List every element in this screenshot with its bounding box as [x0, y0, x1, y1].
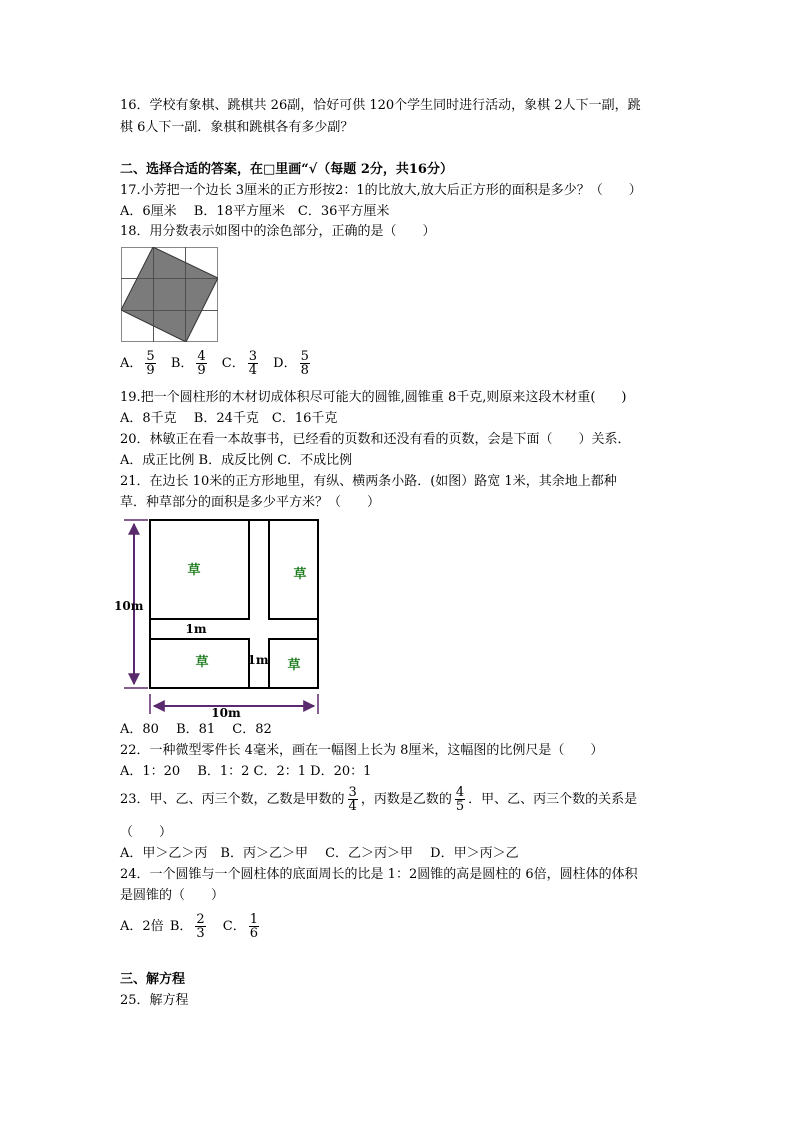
q18-option-c: C． $\frac{3}{4}$: [221, 349, 258, 378]
grass-label-2: 草: [293, 567, 307, 582]
q18-options: [120, 350, 313, 377]
q16-line1: 16．学校有象棋、跳棋共 26副，恰好可供 120个学生同时进行活动，象棋 2人下一副，跳: [120, 98, 641, 113]
path-width-label-vertical: 1m: [247, 653, 269, 667]
q21-line1: 21．在边长 10米的正方形地里，有纵、横两条小路．(如图）路宽 1米，其余地上都种: [120, 474, 617, 489]
q19-options: A．8千克 B．24千克 C．16千克: [120, 411, 338, 426]
grass-label-4: 草: [287, 658, 301, 673]
section2-title: 二、选择合适的答案，在□里画“√（每题 2分，共16分）: [120, 162, 453, 177]
left-dimension-label: 10m: [114, 599, 144, 613]
q24-options: [120, 912, 262, 942]
q18-option-a: A． $\frac{5}{9}$: [120, 349, 155, 378]
q21-line2: 草．种草部分的面积是多少平方米？（ ）: [120, 495, 381, 510]
q18-stem: 18．用分数表示如图中的涂色部分，正确的是（ ）: [120, 224, 436, 239]
q16-line2: 棋 6人下一副．象棋和跳棋各有多少副？: [120, 120, 354, 135]
bottom-dimension-label: 10m: [211, 706, 241, 718]
q19-stem: 19.把一个圆柱形的木材切成体积尽可能大的圆锥,圆锥重 8千克,则原来这段木材重( ): [120, 390, 627, 405]
q24-option-b: B． $\frac{2}{3}$: [169, 912, 205, 941]
grass-label-3: 草: [195, 655, 209, 670]
q20-options: A．成正比例 B．成反比例 C．不成比例: [120, 453, 353, 468]
q21-options: A．80 B．81 C．82: [120, 722, 272, 737]
grass-label-1: 草: [187, 563, 201, 578]
q18-option-b: B． $\frac{4}{9}$: [170, 349, 206, 378]
q25-stem: 25．解方程: [120, 993, 189, 1008]
section3-title: 三、解方程: [120, 972, 186, 987]
q23-stem: 23．甲、乙、丙三个数，乙数是甲数的 $\frac{3}{4}$ ，丙数是乙数的 $\frac{4}{5}$ ．甲、乙、丙三个数的关系是: [120, 785, 638, 814]
q24-option-a: A．2倍: [120, 919, 164, 934]
q17-options: A．6厘米 B．18平方厘米 C．36平方厘米: [120, 204, 390, 219]
q23-fraction-1: $\frac{3}{4}$: [348, 785, 357, 814]
q18-option-d: D． $\frac{5}{8}$: [273, 349, 309, 378]
q17-stem: 17.小芳把一个边长 3厘米的正方形按2：1的比放大,放大后正方形的面积是多少？（ ）: [120, 183, 642, 198]
q24-line1: 24．一个圆锥与一个圆柱体的底面周长的比是 1：2圆锥的高是圆柱的 6倍，圆柱体的体积: [120, 867, 638, 882]
q22-options: A．1：20 B．1：2 C．2：1 D．20：1: [120, 764, 372, 779]
q24-option-c: C． $\frac{1}{6}$: [222, 912, 259, 941]
q20-stem: 20．林敏正在看一本故事书，已经看的页数和还没有看的页数，会是下面（ ）关系．: [120, 432, 631, 447]
q21-field-figure: [112, 518, 324, 718]
path-width-label-horizontal: 1m: [185, 622, 207, 636]
q23-blank: （ ）: [120, 825, 173, 840]
q18-shaded-square-figure: [121, 247, 218, 342]
q23-options: A．甲＞乙＞丙 B．丙＞乙＞甲 C．乙＞丙＞甲 D．甲＞丙＞乙: [120, 846, 519, 861]
q24-line2: 是圆锥的（ ）: [120, 888, 225, 903]
q23-fraction-2: $\frac{4}{5}$: [455, 785, 465, 814]
q22-stem: 22．一种微型零件长 4毫米，画在一幅图上长为 8厘米，这幅图的比例尺是（ ）: [120, 743, 604, 758]
